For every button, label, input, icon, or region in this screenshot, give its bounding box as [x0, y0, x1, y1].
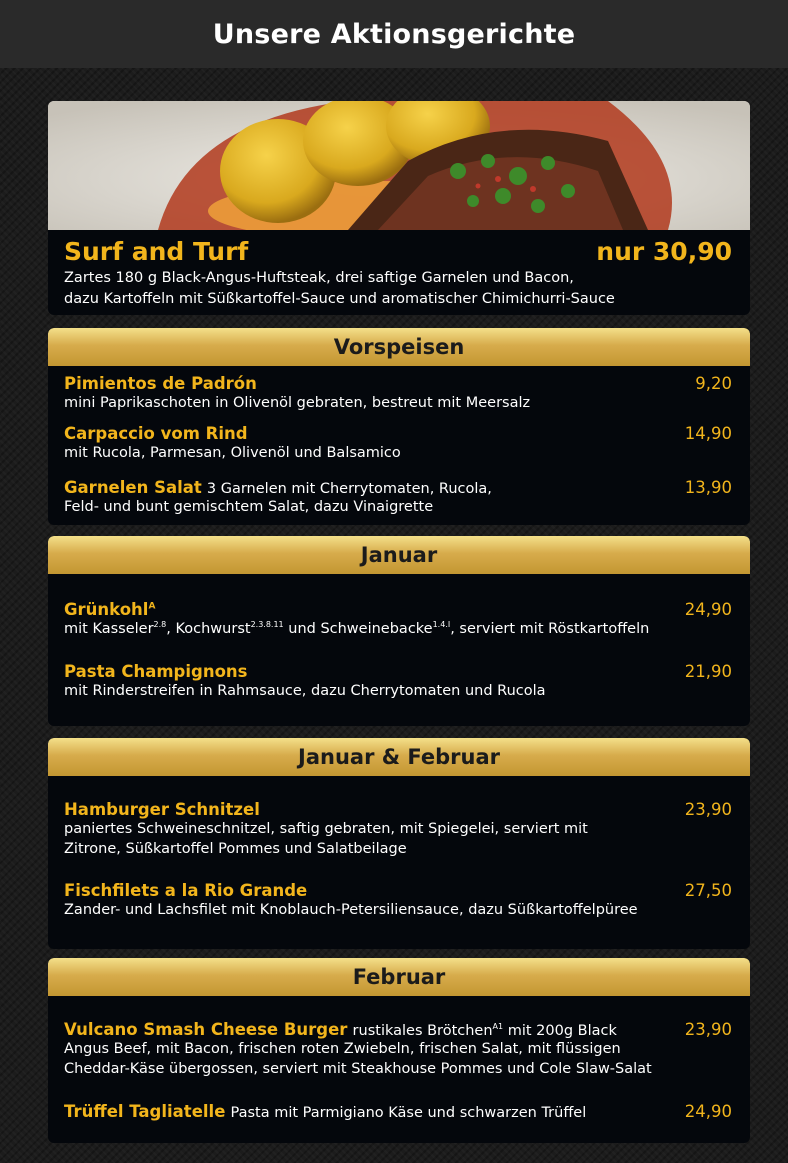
featured-title-row — [64, 237, 732, 266]
item-price: 27,50 — [684, 881, 732, 900]
item-description: mit Rinderstreifen in Rahmsauce, dazu Cherrytomaten und Rucola — [64, 683, 546, 699]
menu-item — [64, 374, 732, 413]
item-name: Carpaccio vom Rind — [64, 424, 248, 443]
item-name: Pimientos de Padrón — [64, 374, 257, 393]
menu-item — [64, 881, 732, 920]
item-name: Fischfilets a la Rio Grande — [64, 881, 308, 900]
section-januar-februar — [48, 738, 750, 949]
item-description: mit Kasseler$^{2.8}$, Kochwurst$^{2.3.8.11}$ und Schweinebacke$^{1.4.I}$, serviert mit Röstkartoffeln — [64, 620, 650, 637]
section-header: Vorspeisen — [48, 328, 750, 366]
item-name: Garnelen Salat — [64, 478, 202, 497]
menu-item — [64, 800, 732, 859]
item-description: Feld- und bunt gemischtem Salat, dazu Vinaigrette — [64, 499, 434, 515]
section-januar — [48, 536, 750, 726]
item-price: 9,20 — [695, 374, 732, 393]
menu-item — [64, 600, 732, 639]
menu-item — [64, 1020, 732, 1079]
item-price: 24,90 — [684, 1102, 732, 1121]
item-name: Pasta Champignons — [64, 662, 248, 681]
featured-dish-description: Zartes 180 g Black-Angus-Huftsteak, drei saftige Garnelen und Bacon, dazu Kartoffeln mit Süßkartoffel-Sauce und aromatischer Chimichurri-Sauce — [64, 270, 615, 307]
item-price: 24,90 — [684, 600, 732, 619]
item-price: 23,90 — [684, 800, 732, 819]
item-description: mit Rucola, Parmesan, Olivenöl und Balsamico — [64, 445, 401, 461]
section-februar — [48, 958, 750, 1143]
header-bar — [0, 0, 788, 68]
item-description: Angus Beef, mit Bacon, frischen roten Zwiebeln, frischen Salat, mit flüssigen Cheddar-Käse übergossen, serviert mit Steakhouse Pommes und Cole Slaw-Salat — [64, 1041, 652, 1077]
menu-item — [64, 662, 732, 701]
section-header: Januar & Februar — [48, 738, 750, 776]
menu-item — [64, 478, 732, 517]
featured-dish-card — [48, 101, 750, 315]
item-name: Hamburger Schnitzel — [64, 800, 260, 819]
item-description: rustikales Brötchen$^{A1}$ mit 200g Black — [352, 1022, 617, 1039]
item-description: paniertes Schweineschnitzel, saftig gebraten, mit Spiegelei, serviert mit Zitrone, Süßkartoffel Pommes und Salatbeilage — [64, 821, 588, 857]
featured-dish-name: Surf and Turf — [64, 237, 249, 266]
page-title: Unsere Aktionsgerichte — [212, 18, 576, 50]
item-price: 14,90 — [684, 424, 732, 443]
item-price: 23,90 — [684, 1020, 732, 1039]
menu-item — [64, 1102, 732, 1121]
featured-dish-price: nur 30,90 — [596, 237, 732, 266]
dish-photo — [48, 101, 750, 230]
item-description: Zander- und Lachsfilet mit Knoblauch-Petersiliensauce, dazu Süßkartoffelpüree — [64, 902, 638, 918]
item-description: mini Paprikaschoten in Olivenöl gebraten, bestreut mit Meersalz — [64, 395, 531, 411]
item-price: 21,90 — [684, 662, 732, 681]
menu-item — [64, 424, 732, 463]
item-name: Trüffel Tagliatelle — [64, 1102, 226, 1121]
surf-and-turf-illustration — [48, 101, 750, 230]
section-vorspeisen — [48, 328, 750, 525]
section-header: Februar — [48, 958, 750, 996]
section-header: Januar — [48, 536, 750, 574]
item-name: Grünkohl$^A$ — [64, 600, 156, 619]
item-name: Vulcano Smash Cheese Burger — [64, 1020, 348, 1039]
item-price: 13,90 — [684, 478, 732, 497]
item-description: 3 Garnelen mit Cherrytomaten, Rucola, — [206, 481, 492, 497]
item-description: Pasta mit Parmigiano Käse und schwarzen Trüffel — [230, 1105, 587, 1121]
